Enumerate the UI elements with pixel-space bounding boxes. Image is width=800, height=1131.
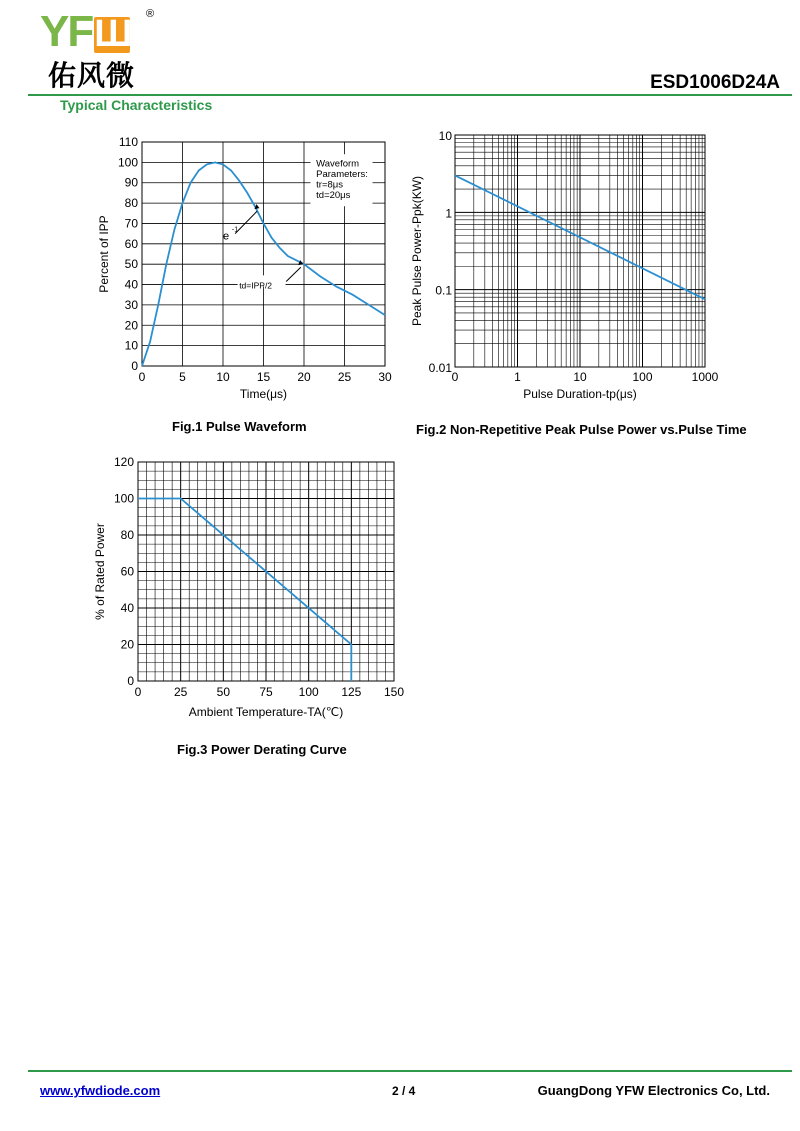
x-tick-label: 10	[216, 370, 230, 384]
company-logo	[40, 7, 170, 98]
waveform-note: td=20μs	[316, 189, 351, 201]
y-axis-label: Percent of IPP	[97, 215, 111, 293]
y-tick-label: 40	[120, 601, 134, 615]
x-tick-label: 100	[632, 370, 653, 384]
y-tick-label: 60	[120, 564, 134, 579]
y-tick-label: 0.1	[435, 283, 452, 298]
x-tick-label: 15	[256, 370, 271, 384]
waveform-note: Parameters:	[316, 168, 368, 180]
x-tick-label: 50	[216, 685, 231, 699]
x-tick-label: 75	[259, 685, 273, 699]
e-annotation-sup: -1	[231, 226, 239, 234]
y-tick-label: 100	[113, 491, 134, 506]
y-axis-label: Peak Pulse Power-Ppk(KW)	[410, 175, 424, 327]
header-divider	[28, 94, 792, 96]
waveform-note: Waveform	[316, 158, 360, 170]
footer-divider	[28, 1070, 792, 1072]
waveform-note: tr=8μs	[316, 179, 344, 191]
x-axis-label: Time(μs)	[239, 387, 288, 401]
x-tick-label: 0	[138, 370, 146, 384]
fig1-caption: Fig.1 Pulse Waveform	[172, 419, 307, 434]
x-tick-label: 0	[451, 370, 459, 384]
y-tick-label: 20	[120, 637, 134, 652]
x-tick-label: 5	[179, 370, 186, 384]
x-tick-label: 150	[383, 685, 405, 699]
x-axis-label: Ambient Temperature-TA(℃)	[188, 705, 344, 719]
y-tick-label: 20	[124, 318, 138, 333]
y-tick-label: 70	[124, 216, 138, 231]
y-tick-label: 0.01	[428, 361, 452, 375]
x-tick-label: 125	[341, 685, 362, 699]
y-tick-label: 80	[124, 196, 138, 211]
logo-chinese-name: 佑风微	[48, 59, 136, 92]
y-tick-label: 120	[113, 455, 134, 469]
y-tick-label: 50	[124, 257, 138, 272]
y-tick-label: 1	[445, 206, 452, 221]
x-tick-label: 1000	[691, 370, 719, 384]
fig2-peak-power-chart	[405, 125, 735, 415]
x-tick-label: 1	[514, 370, 521, 384]
fig1-pulse-waveform-chart	[90, 130, 400, 415]
x-axis-label: Pulse Duration-tp(μs)	[523, 387, 637, 401]
x-tick-label: 25	[337, 370, 352, 384]
y-tick-label: 90	[124, 175, 138, 190]
x-tick-label: 100	[298, 685, 319, 699]
y-tick-label: 0	[131, 359, 138, 373]
part-number: ESD1006D24A	[650, 72, 780, 93]
y-tick-label: 10	[124, 338, 138, 353]
fig3-caption: Fig.3 Power Derating Curve	[177, 742, 347, 757]
logo-mark: YFШ	[40, 7, 131, 56]
x-tick-label: 10	[573, 370, 587, 384]
y-tick-label: 110	[118, 135, 138, 149]
y-tick-label: 10	[438, 129, 452, 143]
x-tick-label: 20	[297, 370, 311, 384]
x-tick-label: 30	[378, 370, 392, 384]
y-axis-label: % of Rated Power	[93, 523, 107, 620]
y-tick-label: 0	[127, 674, 134, 688]
section-title: Typical Characteristics	[60, 97, 213, 113]
x-tick-label: 25	[173, 685, 188, 699]
registered-mark: ®	[146, 8, 155, 20]
x-tick-label: 0	[134, 685, 142, 699]
page-number: 2 / 4	[392, 1084, 416, 1098]
e-annotation: e	[223, 230, 230, 243]
company-name: GuangDong YFW Electronics Co, Ltd.	[537, 1083, 770, 1098]
y-tick-label: 100	[117, 155, 138, 170]
td-annotation: td=IPP/2	[239, 280, 273, 291]
website-link[interactable]: www.yfwdiode.com	[40, 1083, 161, 1098]
y-tick-label: 80	[120, 528, 134, 542]
y-tick-label: 30	[124, 297, 138, 312]
fig3-derating-chart	[88, 450, 418, 730]
fig2-caption: Fig.2 Non-Repetitive Peak Pulse Power vs.Pulse Time	[416, 422, 747, 437]
y-tick-label: 60	[124, 236, 138, 251]
y-tick-label: 40	[124, 277, 138, 292]
